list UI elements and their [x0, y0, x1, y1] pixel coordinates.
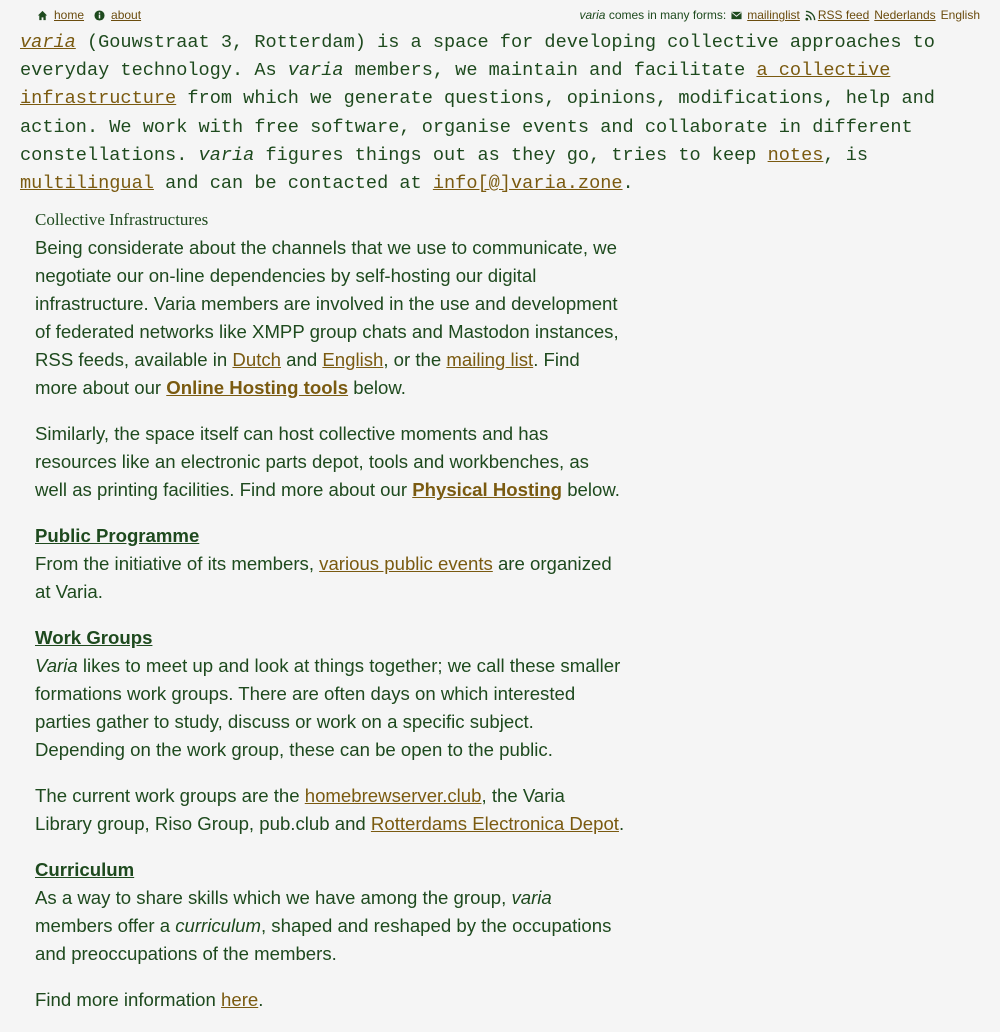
mailing-list-link[interactable]: mailing list	[446, 349, 534, 370]
home-link[interactable]: home	[54, 8, 85, 22]
collective-paragraph-1: Being considerate about the channels that we use to communicate, we negotiate our on-line dependencies by self-hosting our digital infrastructure. Varia members are involved in the use and development of federated networks like XMPP group chats and Mastodon instances, RSS feeds, available in Dutch and English, or the mailing list. Find more about our Online Hosting tools below.	[35, 237, 619, 398]
multilingual-link[interactable]: multilingual	[20, 173, 154, 195]
about-link[interactable]: about	[111, 8, 142, 22]
collective-infrastructure-link[interactable]: a collective infrastructure	[20, 60, 891, 110]
physical-hosting-link[interactable]: Physical Hosting	[412, 479, 563, 500]
collective-paragraph-2: Similarly, the space itself can host collective moments and has resources like an electronic parts depot, tools and workbenches, as well as printing facilities. Find more about our Physical Hosting below.	[35, 423, 620, 500]
here-link[interactable]: here	[221, 989, 259, 1010]
info-circle-icon	[94, 10, 105, 21]
work-groups-paragraph-2: The current work groups are the homebrewserver.club, the Varia Library group, Riso Group, pub.club and Rotterdams Electronica Depot.	[35, 785, 625, 834]
homebrewserver-link[interactable]: homebrewserver.club	[304, 785, 482, 806]
main-content	[35, 206, 625, 1032]
notes-link[interactable]: notes	[767, 144, 824, 166]
curriculum-paragraph: As a way to share skills which we have among the group, varia members offer a curriculum, shaped and reshaped by the occupations and preoccupations of the members.	[35, 887, 612, 964]
dutch-link[interactable]: Dutch	[232, 349, 281, 370]
public-programme-heading	[35, 522, 625, 550]
public-programme-link[interactable]: Public Programme	[35, 525, 200, 546]
english-current-language: English	[940, 8, 980, 22]
rss-feed-link[interactable]: RSS feed	[817, 8, 870, 22]
home-icon	[37, 10, 48, 21]
english-link[interactable]: English	[322, 349, 384, 370]
varia-link[interactable]: varia	[20, 32, 76, 53]
online-hosting-tools-link[interactable]: Online Hosting tools	[166, 377, 349, 398]
curriculum-heading	[35, 856, 625, 884]
work-groups-paragraph-1: Varia likes to meet up and look at things together; we call these smaller formations work groups. There are often days on which interested parties gather to study, discuss or work on a specific subject. Depending on the work group, these can be open to the public.	[35, 655, 621, 760]
work-groups-heading	[35, 624, 625, 652]
rotterdams-electronica-depot-link[interactable]: Rotterdams Electronica Depot	[370, 813, 619, 834]
envelope-icon	[731, 10, 742, 21]
intro-paragraph: varia (Gouwstraat 3, Rotterdam) is a space for developing collective approaches to everyday technology. As varia members, we maintain and facilitate a collective infrastructure from which we generate questions, opinions, modifications, help and action. We work with free software, organise events and collaborate in different constellations. varia figures things out as they go, tries to keep notes, is multilingual and can be contacted at info[@]varia.zone.	[20, 32, 935, 195]
email-link[interactable]: info[@]varia.zone	[432, 173, 623, 195]
work-groups-link[interactable]: Work Groups	[35, 627, 153, 648]
mailinglist-link[interactable]: mailinglist	[747, 8, 800, 22]
nederlands-link[interactable]: Nederlands	[874, 8, 936, 22]
rss-icon	[805, 10, 816, 21]
collective-infrastructures-heading: Collective Infrastructures	[35, 210, 209, 229]
top-nav	[37, 8, 141, 22]
public-programme-paragraph: From the initiative of its members, various public events are organized at Varia.	[35, 553, 612, 602]
curriculum-more-paragraph: Find more information here.	[35, 989, 264, 1010]
forms-label: varia comes in many forms:	[579, 8, 727, 22]
public-events-link[interactable]: various public events	[319, 553, 493, 574]
forms-bar	[579, 8, 980, 22]
curriculum-link[interactable]: Curriculum	[35, 859, 135, 880]
